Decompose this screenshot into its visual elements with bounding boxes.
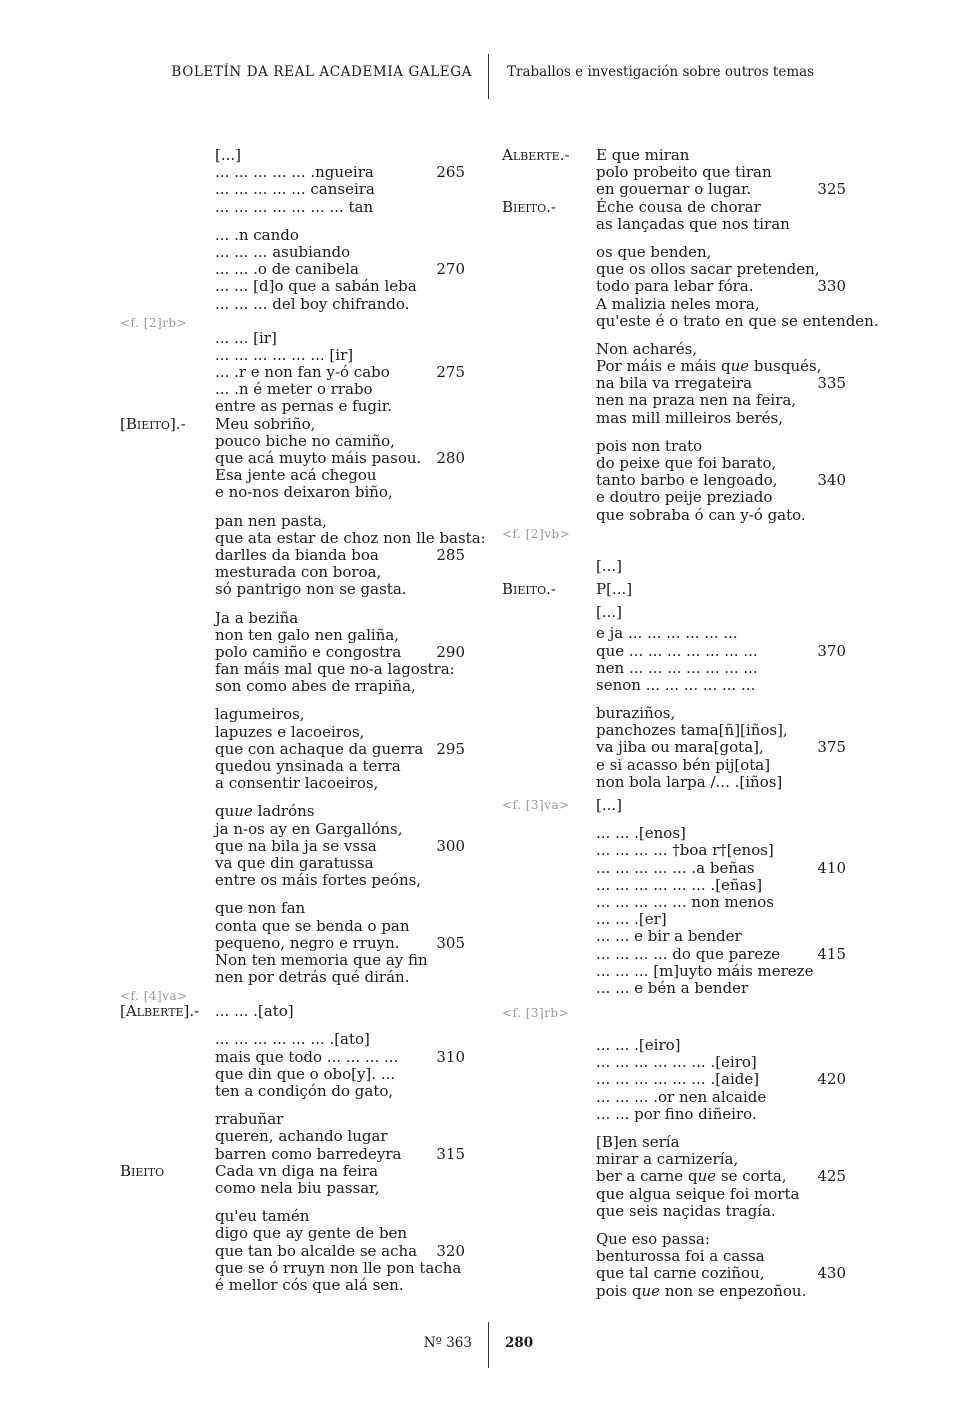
line-number: 410 [817,858,846,877]
verse-line: nen na praza nen na feira, [596,391,797,410]
verse-line: ... ... ... ... ... ... [ir] [215,345,354,364]
verse-line: Esa jente acá chegou [215,466,377,485]
verse-line: [...] [215,146,242,164]
verse-line: as lançadas que nos tiran [596,214,790,233]
verse-line: ... ... .[enos] [596,824,686,843]
verse-line: ... ... ... ... do que pareze [596,944,780,963]
verse-line: ... .r e non fan y-ó cabo [215,363,390,382]
verse-line: ... ... por fino diñeiro. [596,1104,757,1123]
verse-line: é mellor cós que alá sen. [215,1275,404,1294]
verse-line: ... .n é meter o rrabo [215,380,373,399]
line-number: 425 [817,1167,846,1186]
stanza [502,558,862,622]
stanza [120,330,475,502]
line-number: 340 [817,471,846,490]
verse-line: pois que non se enpezoñou. [596,1281,807,1300]
verse-line: os que benden, [596,242,712,261]
issue-number: Nº 363 [423,1335,472,1351]
verse-line: ... ... ... ... ... ... .[aide] [596,1070,760,1089]
verse-line: digo que ay gente de ben [215,1224,408,1243]
verse-line: na bila va rregateira [596,374,753,393]
verse-line: Non acharés, [596,339,698,358]
line-number: 325 [817,180,846,199]
verse-line: ... ... [d]o que a sabán leba [215,277,417,296]
verse-line: que tal carne coziñou, [596,1264,765,1283]
verse-line: ... ... ... .or nen alcaide [596,1087,767,1106]
folio-marker: <f. [2]vb> [502,526,571,541]
verse-line: tanto barbo e lengoado, [596,471,778,490]
verse-line: senon ... ... ... ... ... ... [596,675,756,694]
verse-line: que tan bo alcalde se acha [215,1241,418,1260]
line-number: 280 [436,449,465,467]
verse-line: nen por detrás qué dirán. [215,968,410,987]
verse-line: non ten galo nen galiña, [215,625,400,644]
verse-line: ... ... ... ... ... ... ... tan [215,197,374,216]
right-column [502,146,879,1311]
verse-line: ... ... e bir a bender [596,927,742,946]
verse-line: en gouernar o lugar. [596,180,752,199]
verse-line: [...] [596,603,623,622]
line-number: 315 [436,1144,465,1163]
stanza [120,1111,475,1197]
line-number: 285 [436,545,465,564]
line-number: 295 [436,739,465,758]
speaker-label: [Alberte].- [120,1002,200,1021]
verse-line: ... ... .[er] [596,910,667,929]
speaker-label: Bieito.- [502,197,556,216]
stanza [502,797,862,814]
stanza [502,825,862,997]
verse-line: ... ... ... [m]uyto máis mereze [596,961,814,980]
verse-line: Éche cousa de chorar [596,197,761,216]
stanza [120,1003,475,1020]
verse-line: qu'eu tamén [215,1207,310,1226]
verse-line: que acá muyto máis pasou. [215,449,422,467]
folio-marker: <f. [3]va> [502,798,570,812]
verse-line: que sobraba ó can y-ó gato. [596,505,806,524]
verse-line: ... ... ... ... †boa r†[enos] [596,841,774,860]
line-number: 335 [817,374,846,393]
verse-line: que ata estar de choz non lle basta: [215,528,486,547]
line-number: 375 [817,738,846,757]
verse-line: Meu sobriño, [215,414,316,433]
verse-line: mesturada con boroa, [215,563,382,582]
verse-line: que din que o obo[y]. ... [215,1064,396,1083]
stanza [120,1208,475,1294]
verse-line: panchozes tama[ñ][iños], [596,721,788,740]
stanza [502,438,862,524]
verse-line: ... ... [ir] [215,328,277,347]
line-number: 305 [436,933,465,952]
verse-line: A malizia neles mora, [596,294,760,313]
stanza [120,1031,475,1100]
line-number: 415 [817,944,846,963]
verse-line: ... ... ... asubiando [215,242,351,261]
verse-line: Por máis e máis que busqués, [596,357,822,376]
line-number: 265 [436,163,465,182]
line-number: 300 [436,836,465,855]
line-number: 275 [436,363,465,382]
verse-line: ... ... ... ... ... .ngueira [215,163,374,182]
verse-line: entre as pernas e fugir. [215,397,393,416]
speaker-label: [Bieito].- [120,414,186,433]
verse-line: nen ... ... ... ... ... ... ... [596,658,758,677]
folio-marker: <f. [2]rb> [120,315,188,330]
verse-line: que algua seique foi morta [596,1184,800,1203]
stanza [120,610,475,696]
folio-marker: <f. [3]rb> [502,1006,570,1021]
verse-line: pan nen pasta, [215,511,327,530]
verse-line: va jiba ou mara[gota], [596,738,764,757]
stanza [502,1231,862,1300]
line-number: 310 [436,1047,465,1066]
line-number: 290 [436,642,465,661]
verse-line: que os ollos sacar pretenden, [596,260,820,279]
verse-line: Ja a beziña [215,608,299,627]
verse-line: do peixe que foi barato, [596,454,777,472]
verse-line: mirar a carnizería, [596,1150,739,1169]
verse-line: pequeno, negro e rruyn. [215,933,400,952]
verse-line: que seis naçidas tragía. [596,1201,776,1220]
verse-line: entre os máis fortes peóns, [215,871,422,890]
verse-line: conta que se benda o pan [215,916,410,935]
line-number: 270 [436,260,465,279]
verse-line: ... ... .o de canibela [215,260,359,279]
stanza [502,625,862,694]
verse-line: ... ... .[eiro] [596,1036,681,1055]
verse-line: Non ten memoria que ay fin [215,950,428,969]
verse-line: que ... ... ... ... ... ... ... [596,641,758,660]
verse-line: qu'este é o trato en que se entenden. [596,311,879,330]
speaker-label: Bieito [120,1161,165,1180]
verse-line: ja n-os ay en Gargallóns, [215,819,403,838]
verse-line: e si acasso bén pij[ota] [596,755,771,774]
speaker-label: Alberte.- [502,146,570,164]
stanza [502,1037,862,1123]
verse-line: ... ... .[ato] [215,1002,294,1021]
verse-line: e ja ... ... ... ... ... ... [596,624,738,643]
verse-line: benturossa foi a cassa [596,1247,765,1266]
stanza [502,242,879,330]
verse-line: [B]en sería [596,1133,680,1151]
journal-title: BOLETÍN DA REAL ACADEMIA GALEGA [171,64,472,80]
verse-line: ... ... ... ... ... ... .[eñas] [596,875,763,894]
verse-line: ... ... ... ... ... canseira [215,180,375,199]
footer-divider [488,1322,489,1368]
line-number: 320 [436,1241,465,1260]
verse-line: darlles da bianda boa [215,545,379,564]
stanza [502,147,862,233]
stanza [120,706,475,792]
verse-line: que na bila ja se vssa [215,836,377,855]
stanza [120,227,475,313]
verse-line: que se ó rruyn non lle pon tacha [215,1258,462,1277]
section-title: Traballos e investigación sobre outros temas [507,64,815,80]
verse-line: [...] [596,556,623,575]
verse-line: e no-nos deixaron biño, [215,483,393,502]
left-column [120,146,486,1305]
page-number: 280 [505,1335,534,1351]
verse-line: E que miran [596,146,690,164]
stanza [502,705,862,791]
verse-line: como nela biu passar, [215,1178,380,1197]
verse-line: Cada vn diga na feira [215,1161,379,1180]
verse-line: polo camiño e congostra [215,642,402,661]
verse-line: lagumeiros, [215,705,305,724]
verse-line: non bola larpa /... .[iños] [596,772,783,791]
line-number: 430 [817,1264,846,1283]
verse-line: ... ... ... ... ... ... .[ato] [215,1030,370,1049]
verse-line: fan máis mal que no-a lagostra: [215,660,455,679]
verse-line: polo probeito que tiran [596,163,772,182]
folio-marker: <f. [4]va> [120,989,188,1004]
verse-line: quue ladróns [215,802,315,821]
line-number: 420 [817,1070,846,1089]
stanza [502,1134,862,1220]
line-number: 330 [817,277,846,296]
line-number: 370 [817,641,846,660]
stanza [120,900,475,986]
verse-line: ... ... ... ... ... non menos [596,892,774,911]
verse-line: buraziños, [596,704,676,723]
verse-line: ... ... ... ... ... .a beñas [596,858,755,877]
verse-line: rrabuñar [215,1110,284,1129]
verse-line: [...] [596,796,623,814]
stanza [120,147,475,216]
verse-line: ber a carne que se corta, [596,1167,787,1186]
verse-line: que non fan [215,899,306,918]
verse-line: ... ... e bén a bender [596,978,749,997]
verse-line: que con achaque da guerra [215,739,424,758]
stanza [120,511,486,599]
verse-line: pouco biche no camiño, [215,431,395,450]
header-divider [488,54,489,99]
verse-line: mais que todo ... ... ... ... [215,1047,399,1066]
verse-line: a consentir lacoeiros, [215,774,379,793]
verse-line: va que din garatussa [215,853,374,872]
verse-line: mas mill milleiros berés, [596,408,783,427]
verse-line: Que eso passa: [596,1229,710,1248]
verse-line: ... ... ... ... ... ... .[eiro] [596,1053,757,1072]
verse-line: ... ... ... del boy chifrando. [215,294,410,313]
verse-line: queren, achando lugar [215,1127,388,1146]
verse-line: pois non trato [596,436,703,455]
stanza [120,803,475,889]
verse-line: todo para lebar fóra. [596,277,754,296]
verse-line: son como abes de rrapiña, [215,677,416,696]
verse-line: ... .n cando [215,225,299,244]
verse-line: e doutro peije preziado [596,488,773,507]
verse-line: P[...] [596,579,633,598]
verse-line: barren como barredeyra [215,1144,402,1163]
verse-line: lapuzes e lacoeiros, [215,722,365,741]
verse-line: ten a condiçón do gato, [215,1082,394,1100]
verse-line: só pantrigo non se gasta. [215,580,407,599]
speaker-label: Bieito.- [502,579,556,598]
verse-line: quedou ynsinada a terra [215,757,401,775]
stanza [502,341,862,427]
